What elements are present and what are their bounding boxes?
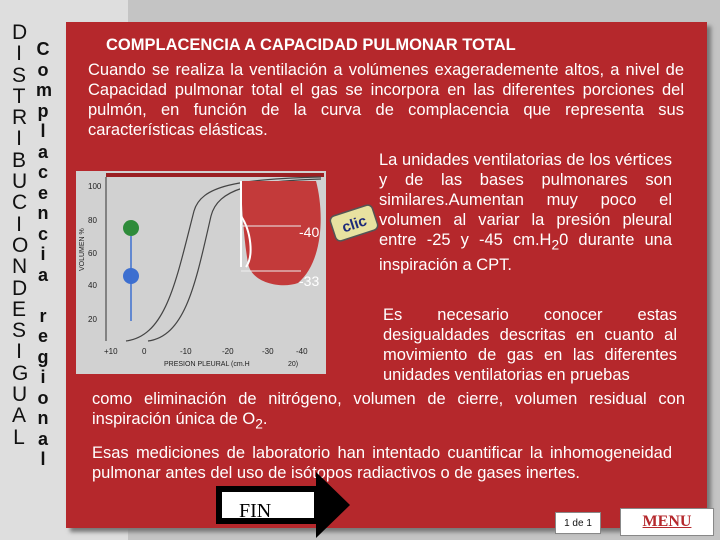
clic-button-label: clic — [339, 212, 369, 237]
vertical-letter: D — [12, 276, 28, 300]
xtick-plus10: +10 — [104, 347, 118, 356]
point-apex — [123, 220, 139, 236]
xtick-minus30: -30 — [262, 347, 274, 356]
marker-label-top: -40 — [299, 224, 320, 240]
xtick-minus40: -40 — [296, 347, 308, 356]
vertical-letter: I — [16, 212, 22, 236]
vertical-letter: g — [37, 346, 49, 367]
vertical-letter: o — [37, 59, 49, 80]
vertical-letter: A — [12, 404, 27, 428]
vertical-letter: e — [37, 182, 48, 203]
vertical-letter: T — [12, 84, 26, 108]
y-axis-label: VOLUMEN % — [79, 228, 86, 271]
ytick-40: 40 — [88, 281, 97, 290]
vertical-letter: r — [39, 305, 47, 326]
paragraph-measurements: Esas mediciones de laboratorio han intentado cuantificar la inhomogeneidad pulmonar antes del uso de isótopos radiactivos o de gases inertes. — [92, 444, 672, 482]
vertical-letter: l — [40, 449, 46, 469]
vertical-letter: n — [37, 408, 49, 428]
vertical-letter: i — [40, 244, 46, 264]
x-axis-label-end: 20) — [288, 361, 299, 368]
paragraph-tests-continued — [92, 389, 685, 434]
paragraph-tests-sub: 2 — [255, 416, 263, 432]
vertical-letter: p — [37, 100, 49, 121]
vertical-letter: I — [16, 127, 22, 151]
x-axis-label: PRESION PLEURAL (cm.H — [164, 361, 250, 368]
paragraph-units-end: 0 durante una inspiración a CPT. — [379, 231, 672, 275]
vertical-letter: S — [12, 319, 27, 343]
vertical-letter: U — [12, 170, 28, 194]
vertical-letter: G — [12, 361, 29, 385]
vertical-letter: c — [37, 223, 48, 244]
vertical-letter: a — [37, 141, 48, 162]
vertical-letter: a — [37, 428, 48, 449]
slide-title: COMPLACENCIA A CAPACIDAD PULMONAR TOTAL — [106, 36, 516, 54]
vertical-title-complacencia — [36, 39, 53, 471]
ytick-80: 80 — [88, 216, 97, 225]
ytick-20: 20 — [88, 315, 97, 324]
paragraph-tests: Es necesario conocer estas desigualdades descritas en cuanto al movimiento de gas en las diferentes unidades ventilatorias en pruebas — [383, 306, 677, 384]
vertical-letter: D — [12, 21, 28, 44]
graph-top-bar — [106, 173, 324, 177]
compliance-graph — [76, 171, 326, 374]
paragraph-intro: Cuando se realiza la ventilación a volúmenes exagerademente altos, a nivel de Capacidad pulmonar total el gas se incorpora en las diferentes porciones del pulmón, en función de la curva de complacencia que representa sus características elásticas. — [88, 61, 684, 139]
vertical-letter: a — [37, 264, 48, 285]
vertical-letter: i — [40, 367, 46, 387]
clic-button[interactable] — [328, 204, 380, 242]
xtick-0: 0 — [142, 347, 147, 356]
marker-label-bottom: -33 — [299, 273, 320, 289]
xtick-minus20: -20 — [222, 347, 234, 356]
vertical-letter: L — [13, 425, 25, 449]
vertical-letter: o — [37, 387, 49, 408]
fin-arrow-button[interactable] — [216, 472, 351, 538]
paragraph-units-sub: 2 — [551, 237, 560, 253]
paragraph-units-text: La unidades ventilatorias de los vértices y de las bases pulmonares son similares.Aumentan muy poco el volumen al variar la presión pleural entre -25 y -45 cm.H — [379, 151, 672, 249]
vertical-letter: E — [12, 297, 27, 321]
vertical-letter: S — [12, 63, 27, 87]
ytick-100: 100 — [88, 182, 102, 191]
vertical-letter: N — [12, 255, 28, 279]
vertical-letter: c — [37, 162, 48, 182]
paragraph-units — [379, 150, 672, 275]
vertical-letter: C — [12, 191, 28, 215]
vertical-letter: U — [12, 383, 28, 407]
vertical-letter: C — [36, 39, 50, 59]
vertical-letter: e — [37, 326, 48, 346]
page-indicator: 1 de 1 — [555, 512, 601, 534]
vertical-letter: I — [16, 340, 22, 364]
ytick-60: 60 — [88, 249, 97, 258]
xtick-minus10: -10 — [180, 347, 192, 356]
vertical-letter — [36, 286, 50, 307]
vertical-letter: B — [12, 148, 27, 172]
vertical-letter: m — [36, 80, 53, 100]
vertical-title-distribucion — [12, 21, 29, 449]
paragraph-tests-end: . — [262, 410, 268, 428]
fin-label: FIN — [239, 500, 272, 522]
paragraph-tests-text: como eliminación de nitrógeno, volumen de cierre, volumen residual con inspiración única de O — [92, 390, 685, 428]
vertical-letter: l — [40, 121, 46, 141]
vertical-letter: I — [16, 42, 22, 66]
vertical-letter: R — [12, 106, 28, 130]
vertical-letter: O — [12, 233, 29, 257]
vertical-letter: n — [37, 203, 49, 223]
menu-button[interactable]: MENU — [620, 508, 714, 536]
